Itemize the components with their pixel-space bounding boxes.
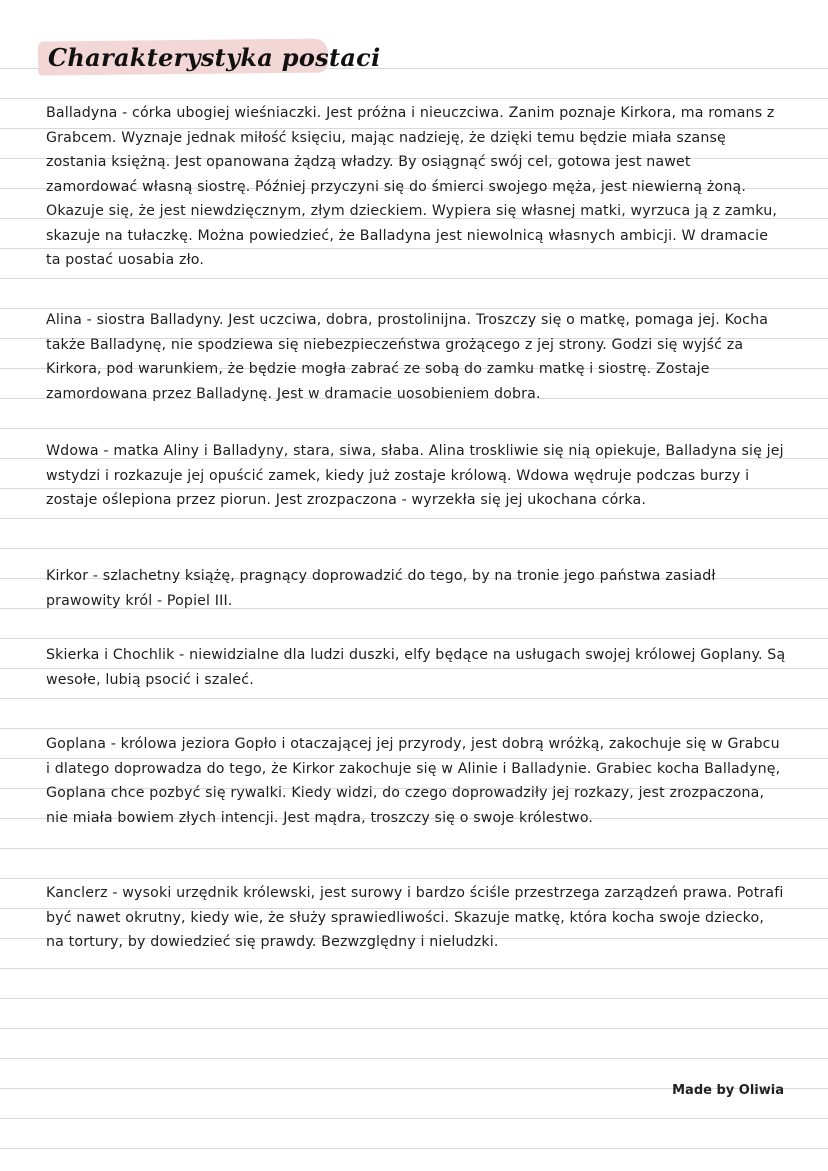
- section-skierka-chochlik: Skierka i Chochlik - niewidzialne dla ludzi duszki, elfy będące na usługach swojej królowej Goplany. Są wesołe, lubią psocić i szaleć.: [46, 647, 786, 688]
- section-goplana: Goplana - królowa jeziora Gopło i otaczającej jej przyrody, jest dobrą wróżką, zakochuje się w Grabcu i dlatego doprowadza do tego, że Kirkor zakochuje się w Alinie i Balladynie. Grabiec kocha Balladynę, Goplana chce pozbyć się rywalki. Kiedy widzi, do czego doprowadziły jej rozkazy, jest zrozpaczona, nie miała bowiem złych intencji. Jest mądra, troszczy się o swoje królestwo.: [46, 736, 781, 826]
- title-block: [38, 38, 381, 78]
- section-kanclerz: Kanclerz - wysoki urzędnik królewski, jest surowy i bardzo ściśle przestrzega zarządzeń prawa. Potrafi być nawet okrutny, kiedy wie, że służy sprawiedliwości. Skazuje matkę, która kocha swoje dziecko, na tortury, by dowiedzieć się prawdy. Bezwzględny i nieludzki.: [46, 885, 784, 950]
- signature: Made by Oliwia: [672, 1083, 784, 1098]
- section-alina: Alina - siostra Balladyny. Jest uczciwa, dobra, prostolinijna. Troszczy się o matkę, pomaga jej. Kocha także Balladynę, nie spodziewa się niebezpieczeństwa grożącego z jej strony. Godzi się wyjść za Kirkora, pod warunkiem, że będzie mogła zabrać ze sobą do zamku matkę i siostrę. Zostaje zamordowana przez Balladynę. Jest w dramacie uosobieniem dobra.: [46, 312, 769, 402]
- section-wdowa: Wdowa - matka Aliny i Balladyny, stara, siwa, słaba. Alina troskliwie się nią opiekuje, Balladyna się jej wstydzi i rozkazuje jej opuścić zamek, kiedy już zostaje królową. Wdowa wędruje podczas burzy i zostaje oślepiona przez piorun. Jest zrozpaczona - wyrzekła się jej ukochana córka.: [46, 443, 784, 508]
- page-title: Charakterystyka postaci: [48, 43, 381, 72]
- section-kirkor: Kirkor - szlachetny książę, pragnący doprowadzić do tego, by na tronie jego państwa zasiadł prawowity król - Popiel III.: [46, 568, 716, 609]
- section-balladyna: Balladyna - córka ubogiej wieśniaczki. Jest próżna i nieuczciwa. Zanim poznaje Kirkora, ma romans z Grabcem. Wyznaje jednak miłość księciu, mając nadzieję, że dzięki temu będzie miała szansę zostania księżną. Jest opanowana żądzą władzy. By osiągnąć swój cel, gotowa jest nawet zamordować własną siostrę. Później przyczyni się do śmierci swojego męża, jest niewierną żoną. Okazuje się, że jest niewdzięcznym, złym dzieckiem. Wypiera się własnej matki, wyrzuca ją z zamku, skazuje na tułaczkę. Można powiedzieć, że Balladyna jest niewolnicą własnych ambicji. W dramacie ta postać uosabia zło.: [46, 105, 777, 268]
